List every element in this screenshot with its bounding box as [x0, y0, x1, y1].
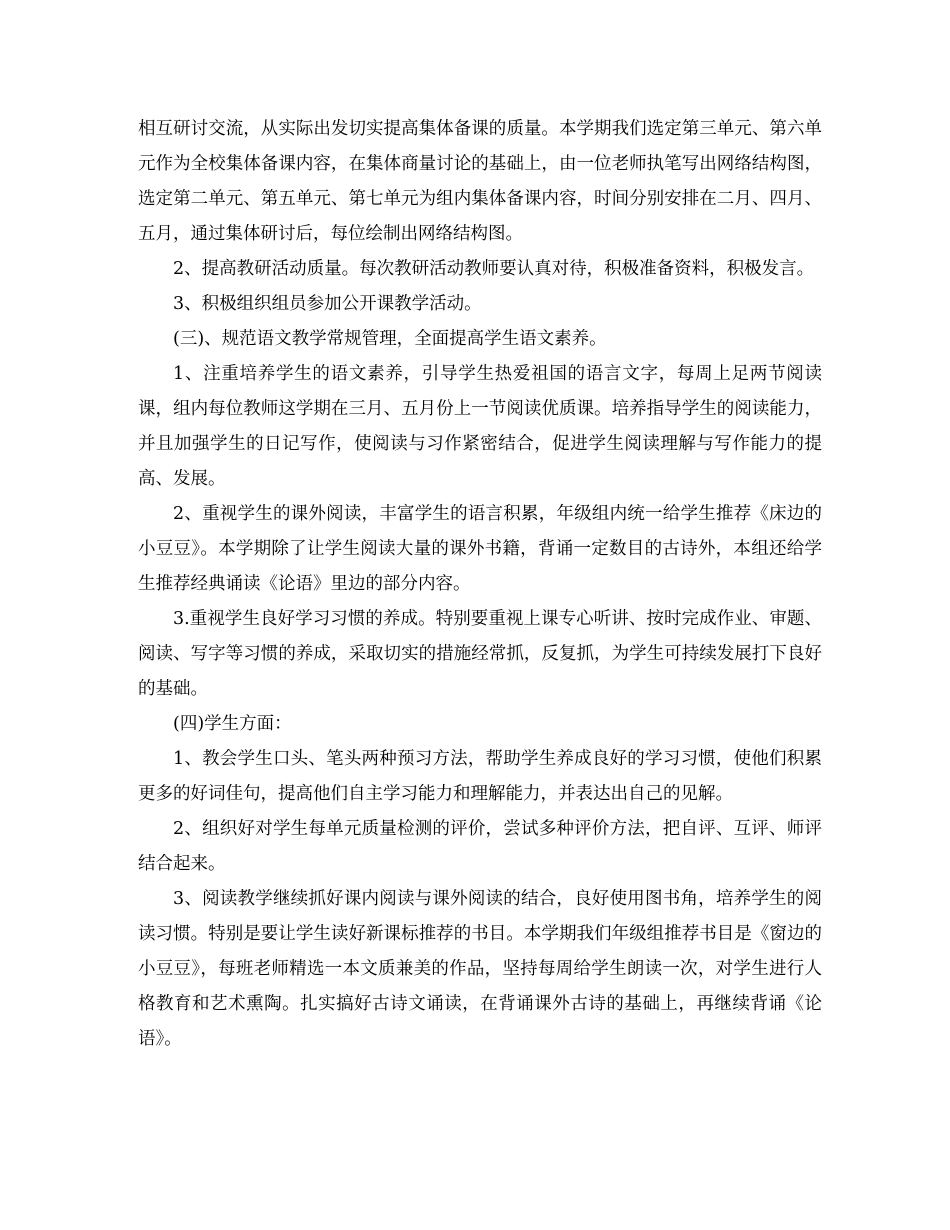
- paragraph: 1、教会学生口头、笔头两种预习方法，帮助学生养成良好的学习习惯，使他们积累更多的好词佳句，提高他们自主学习能力和理解能力，并表达出自己的见解。: [138, 749, 822, 804]
- section-heading: (三)、规范语文教学常规管理，全面提高学生语文素养。: [173, 329, 607, 349]
- paragraph: 1、注重培养学生的语文素养，引导学生热爱祖国的语言文字，每周上足两节阅读课，组内每位教师这学期在三月、五月份上一节阅读优质课。培养指导学生的阅读能力，并且加强学生的日记写作，使阅读与习作紧密结合，促进学生阅读理解与写作能力的提高、发展。: [138, 364, 822, 489]
- paragraph: 2、提高教研活动质量。每次教研活动教师要认真对待，积极准备资料，积极发言。: [173, 259, 815, 279]
- paragraph: 3、积极组织组员参加公开课教学活动。: [173, 294, 482, 314]
- paragraph: 3、阅读教学继续抓好课内阅读与课外阅读的结合，良好使用图书角，培养学生的阅读习惯。特别是要让学生读好新课标推荐的书目。本学期我们年级组推荐书目是《窗边的小豆豆》，每班老师精选一本文质兼美的作品，坚持每周给学生朗读一次，对学生进行人格教育和艺术熏陶。扎实搞好古诗文诵读，在背诵课外古诗的基础上，再继续背诵《论语》。: [138, 889, 822, 1049]
- paragraph: 相互研讨交流，从实际出发切实提高集体备课的质量。本学期我们选定第三单元、第六单元作为全校集体备课内容，在集体商量讨论的基础上，由一位老师执笔写出网络结构图，选定第二单元、第五单元、第七单元为组内集体备课内容，时间分别安排在二月、四月、五月，通过集体研讨后，每位绘制出网络结构图。: [138, 119, 822, 244]
- section-heading: (四)学生方面：: [173, 714, 292, 734]
- document-body: [138, 112, 822, 1057]
- paragraph: 2、重视学生的课外阅读，丰富学生的语言积累，年级组内统一给学生推荐《床边的小豆豆》。本学期除了让学生阅读大量的课外书籍，背诵一定数目的古诗外，本组还给学生推荐经典诵读《论语》里边的部分内容。: [138, 504, 822, 594]
- paragraph: 2、组织好对学生每单元质量检测的评价，尝试多种评价方法，把自评、互评、师评结合起来。: [138, 819, 822, 874]
- paragraph: 3.重视学生良好学习习惯的养成。特别要重视上课专心听讲、按时完成作业、审题、阅读、写字等习惯的养成，采取切实的措施经常抓，反复抓，为学生可持续发展打下良好的基础。: [138, 609, 822, 699]
